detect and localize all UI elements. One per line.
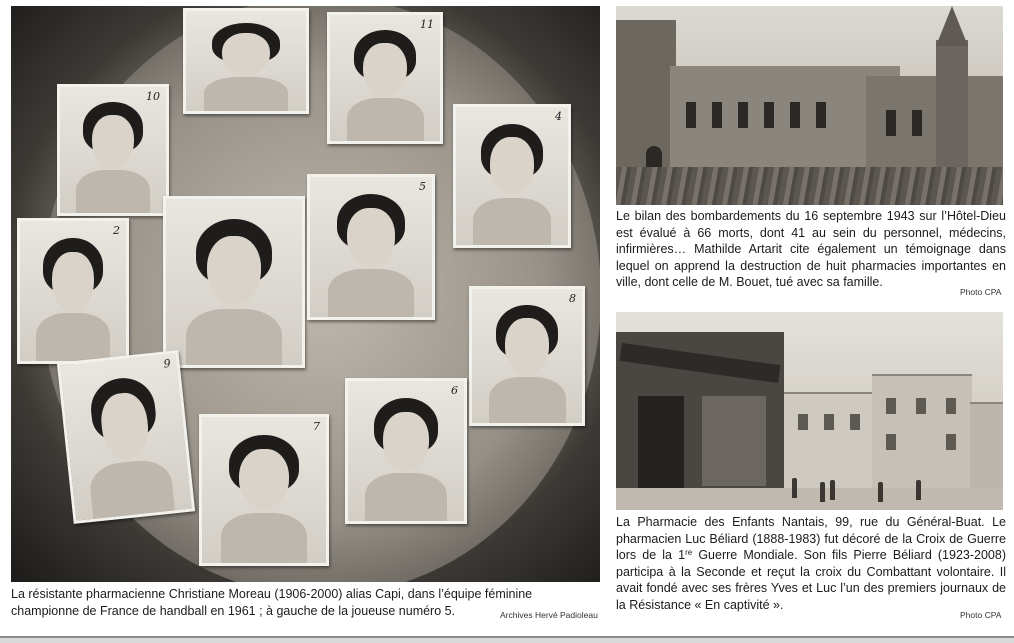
photo-credit-ruins: Photo CPA bbox=[960, 287, 1002, 297]
caption-pharmacy-photo bbox=[616, 514, 1006, 614]
caption-team-photo: La résistante pharmacienne Christiane Moreau (1906-2000) alias Capi, dans l’équipe féminine championne de France de handball en 1961 ; à gauche de la joueuse numéro 5. bbox=[11, 587, 533, 618]
portrait bbox=[57, 350, 195, 524]
portrait bbox=[199, 414, 329, 566]
portrait bbox=[307, 174, 435, 320]
portrait bbox=[453, 104, 571, 248]
jersey-number: 6 bbox=[451, 384, 458, 397]
portrait bbox=[327, 12, 443, 144]
portrait bbox=[17, 218, 129, 364]
caption-pharmacy-part-1: La Pharmacie des Enfants Nantais, 99, rue du Général-Buat. Le pharmacien Luc Béliard (1888-1983) fut décoré de la Croix de Guerre lors de la 1 bbox=[616, 515, 1006, 563]
jersey-number: 9 bbox=[162, 356, 172, 371]
portrait bbox=[57, 84, 169, 216]
caption-pharmacy-part-2: Guerre Mondiale. Son fils Pierre Béliard (1923-2008) participa à la Seconde et reçut la croix du Combattant volontaire. Il avait fondé avec ses frères Yves et Luc l’un des premiers journaux de la Résistance « En captivité ». bbox=[616, 548, 1006, 612]
ruined-building-photo bbox=[616, 6, 1003, 205]
jersey-number: 2 bbox=[113, 224, 120, 237]
pharmacy-street-photo bbox=[616, 312, 1003, 510]
jersey-number: 7 bbox=[313, 420, 320, 433]
jersey-number: 4 bbox=[555, 110, 562, 123]
jersey-number: 8 bbox=[569, 292, 576, 305]
portrait bbox=[469, 286, 585, 426]
bottom-divider bbox=[0, 632, 1014, 643]
jersey-number: 10 bbox=[146, 90, 160, 103]
caption-ruins-photo: Le bilan des bombardements du 16 septembre 1943 sur l’Hôtel-Dieu est évalué à 66 morts, dont 41 au sein du personnel, médecins, infirmières… Mathilde Artarit cite également un témoignage dans lequel on apprend la destruction de huit pharmacies importantes en ville, dont celle de M. Bouet, tué avec sa famille. bbox=[616, 209, 1006, 290]
photo-credit-team: Archives Hervé Padioleau bbox=[500, 610, 598, 620]
team-portraits-photo bbox=[11, 6, 600, 582]
portrait bbox=[183, 8, 309, 114]
jersey-number: 11 bbox=[420, 18, 434, 31]
ordinal-suffix: re bbox=[685, 548, 693, 558]
jersey-number: 5 bbox=[419, 180, 426, 193]
portrait bbox=[163, 196, 305, 368]
photo-credit-pharmacy: Photo CPA bbox=[960, 610, 1002, 620]
portrait bbox=[345, 378, 467, 524]
